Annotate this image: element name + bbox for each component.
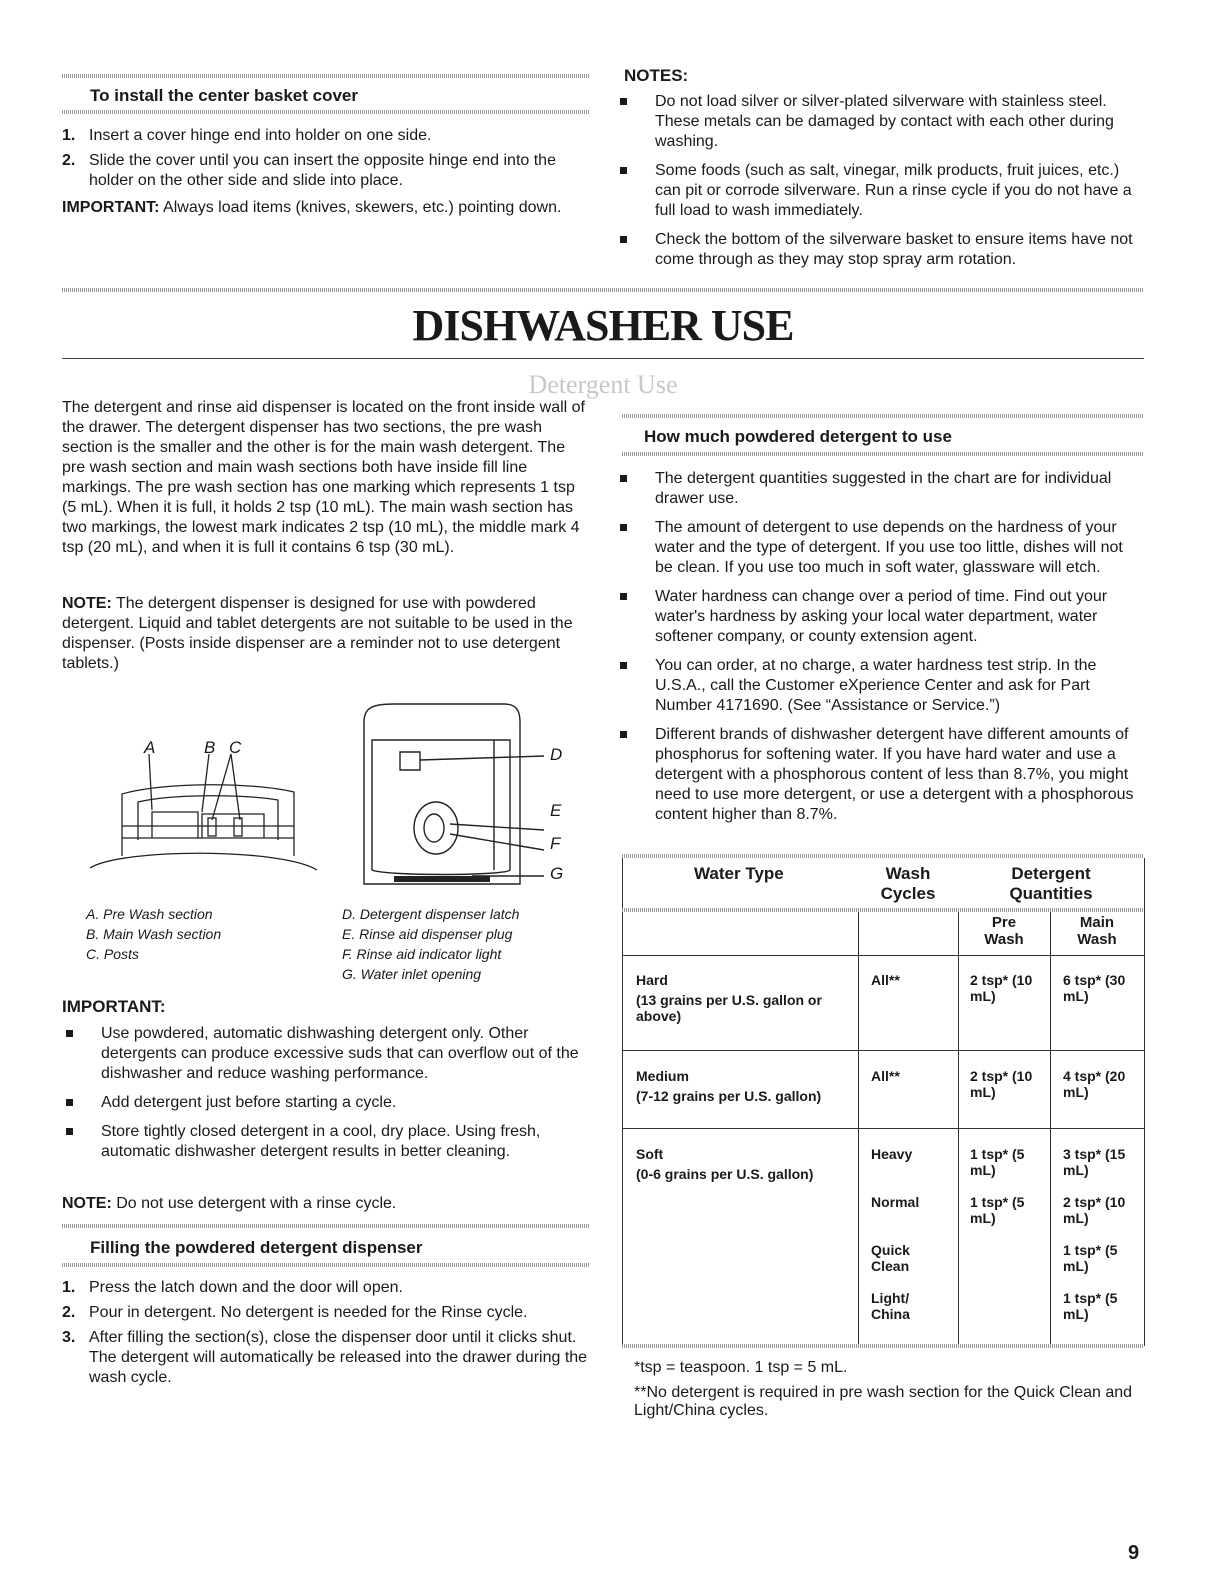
th-wash-cycles: Wash Cycles xyxy=(880,864,936,903)
how-much-item: You can order, at no charge, a water hardness test strip. In the U.S.A., call the Customer eXperience Center and ask for Part Number 4171690. (See “Assistance or Service.”) xyxy=(620,656,1144,716)
filling-step: 1. Press the latch down and the door will open. xyxy=(62,1279,403,1296)
table-hline-1 xyxy=(622,955,1144,956)
install-heading: To install the center basket cover xyxy=(90,86,358,105)
notes-item: Some foods (such as salt, vinegar, milk products, fruit juices, etc.) can pit or corrode silverware. Run a rinse cycle if you do not have a full load to wash immediately. xyxy=(620,161,1145,221)
important-note: NOTE: Do not use detergent with a rinse cycle. xyxy=(62,1195,397,1212)
figure-letter-c: C xyxy=(229,738,242,757)
figure-letter-e: E xyxy=(550,801,562,820)
how-much-item: The detergent quantities suggested in the chart are for individual drawer use. xyxy=(620,469,1144,509)
soft-quick-cycle: Quick Clean xyxy=(871,1242,910,1274)
dispenser-latch-illustration xyxy=(354,700,566,890)
important-item: Store tightly closed detergent in a cool, dry place. Using fresh, automatic dishwasher detergent results in better cleaning. xyxy=(66,1122,590,1162)
title-bottom-rule xyxy=(62,358,1144,359)
caption-g: G. Water inlet opening xyxy=(342,966,482,982)
hard-cycle: All** xyxy=(871,972,900,988)
medium-desc: (7-12 grains per U.S. gallon) xyxy=(636,1088,822,1104)
hard-type xyxy=(636,972,848,1024)
page-number: 9 xyxy=(1128,1542,1140,1564)
soft-heavy-cycle: Heavy xyxy=(871,1146,913,1162)
soft-heavy-main: 3 tsp* (15 mL) xyxy=(1063,1146,1126,1178)
medium-type xyxy=(636,1068,856,1104)
how-much-heading-rule xyxy=(622,452,1144,456)
table-vline-2 xyxy=(958,912,959,1346)
caption-d: D. Detergent dispenser latch xyxy=(342,906,520,922)
how-much-item: The amount of detergent to use depends on the hardness of your water and the type of detergent. If you use too little, dishes will not be clean. If you use too much in soft water, glassware will etch. xyxy=(620,518,1144,578)
table-vline-3 xyxy=(1050,912,1051,1346)
soft-type xyxy=(636,1146,856,1182)
important-item: Use powdered, automatic dishwashing detergent only. Other detergents can produce excessive suds that can overflow out of the dishwasher and reduce washing performance. xyxy=(66,1024,590,1084)
notes-list xyxy=(620,92,1145,279)
soft-name: Soft xyxy=(636,1146,664,1162)
figure-letter-f: F xyxy=(550,834,561,853)
medium-name: Medium xyxy=(636,1068,689,1084)
caption-e: E. Rinse aid dispenser plug xyxy=(342,926,513,942)
install-step: 1. Insert a cover hinge end into holder on one side. xyxy=(62,127,432,144)
th-main-wash: Main Wash xyxy=(1077,914,1117,948)
intro-paragraph: The detergent and rinse aid dispenser is located on the front inside wall of the drawer. The detergent dispenser has two sections, the pre wash section is the smaller and the other is for the main wash detergent. The pre wash section and main wash sections both have inside fill line markings. The pre wash section has one marking which represents 1 tsp (5 mL). When it is full, it holds 2 tsp (10 mL). The main wash section has two markings, the lowest mark indicates 2 tsp (10 mL), the middle mark 4 tsp (20 mL), and when it is full it contains 6 tsp (30 mL). xyxy=(62,399,585,556)
soft-desc: (0-6 grains per U.S. gallon) xyxy=(636,1166,814,1182)
table-hline-3 xyxy=(622,1128,1144,1129)
th-detergent-quantities: Detergent Quantities xyxy=(1009,864,1093,903)
table-hline-2 xyxy=(622,1050,1144,1051)
soft-heavy-pre: 1 tsp* (5 mL) xyxy=(970,1146,1025,1178)
filling-step: 2. Pour in detergent. No detergent is needed for the Rinse cycle. xyxy=(62,1304,528,1321)
figure-letter-b: B xyxy=(204,738,216,757)
footnote-no-detergent: **No detergent is required in pre wash section for the Quick Clean and Light/China cycles. xyxy=(634,1384,1133,1419)
filling-step: 3. After filling the section(s), close the dispenser door until it clicks shut. The detergent will automatically be released into the drawer during the wash cycle. xyxy=(62,1329,588,1386)
title-top-rule xyxy=(62,288,1144,292)
caption-a: A. Pre Wash section xyxy=(86,906,213,922)
notes-heading: NOTES: xyxy=(624,66,689,85)
how-much-item: Different brands of dishwasher detergent have different amounts of phosphorus for softening water. If you have hard water and use a detergent with a phosphorous content of less than 8.7%, you might need to use more detergent, or use a detergent with a phosphorous content higher than 8.7%. xyxy=(620,725,1144,825)
medium-pre: 2 tsp* (10 mL) xyxy=(970,1068,1033,1100)
filling-top-rule xyxy=(62,1224,590,1228)
hard-desc: (13 grains per U.S. gallon or above) xyxy=(636,992,822,1024)
install-steps xyxy=(62,126,582,196)
table-header-rule xyxy=(622,908,1144,912)
table-bottom-rule xyxy=(622,1344,1144,1348)
filling-steps xyxy=(62,1278,590,1393)
figure-letter-a: A xyxy=(144,738,156,757)
important-item: Add detergent just before starting a cycle. xyxy=(66,1093,590,1113)
hard-pre: 2 tsp* (10 mL) xyxy=(970,972,1033,1004)
th-pre-wash: Pre Wash xyxy=(984,914,1024,948)
footnote-tsp: *tsp = teaspoon. 1 tsp = 5 mL. xyxy=(634,1359,848,1376)
caption-c: C. Posts xyxy=(86,946,139,962)
soft-quick-main: 1 tsp* (5 mL) xyxy=(1063,1242,1118,1274)
table-vline-1 xyxy=(858,912,859,1346)
install-step: 2. Slide the cover until you can insert the opposite hinge end into the holder on the other side and slide into place. xyxy=(62,152,556,189)
intro-note: NOTE: The detergent dispenser is designed for use with powdered detergent. Liquid and tablet detergents are not suitable to be used in the dispenser. (Posts inside dispenser are a reminder not to use detergent tablets.) xyxy=(62,595,573,672)
install-top-rule xyxy=(62,74,590,78)
soft-normal-cycle: Normal xyxy=(871,1194,920,1210)
medium-main: 4 tsp* (20 mL) xyxy=(1063,1068,1126,1100)
soft-light-cycle: Light/ China xyxy=(871,1290,910,1322)
soft-normal-main: 2 tsp* (10 mL) xyxy=(1063,1194,1126,1226)
how-much-top-rule xyxy=(622,414,1144,418)
install-heading-rule xyxy=(62,110,590,114)
section-title: Detergent Use xyxy=(528,370,678,399)
hard-name: Hard xyxy=(636,972,668,988)
how-much-item: Water hardness can change over a period of time. Find out your water's hardness by asking your local water department, water softener company, or county extension agent. xyxy=(620,587,1144,647)
th-water-type: Water Type xyxy=(694,864,784,883)
hard-main: 6 tsp* (30 mL) xyxy=(1063,972,1126,1004)
caption-b: B. Main Wash section xyxy=(86,926,222,942)
notes-item: Do not load silver or silver-plated silverware with stainless steel. These metals can be damaged by contact with each other during washing. xyxy=(620,92,1145,152)
caption-f: F. Rinse aid indicator light xyxy=(342,946,502,962)
figure-letter-d: D xyxy=(550,745,563,764)
important-heading: IMPORTANT: xyxy=(62,997,166,1016)
page-title: DISHWASHER USE xyxy=(412,301,794,350)
install-important: IMPORTANT: Always load items (knives, skewers, etc.) pointing down. xyxy=(62,199,562,216)
notes-item: Check the bottom of the silverware basket to ensure items have not come through as they may stop spray arm rotation. xyxy=(620,230,1145,270)
soft-light-main: 1 tsp* (5 mL) xyxy=(1063,1290,1118,1322)
how-much-heading: How much powdered detergent to use xyxy=(644,427,952,446)
filling-heading-rule xyxy=(62,1263,590,1267)
medium-cycle: All** xyxy=(871,1068,900,1084)
soft-normal-pre: 1 tsp* (5 mL) xyxy=(970,1194,1025,1226)
how-much-list xyxy=(620,469,1144,834)
figure-letter-g: G xyxy=(550,864,564,883)
filling-heading: Filling the powdered detergent dispenser xyxy=(90,1238,423,1257)
important-list xyxy=(66,1024,590,1171)
